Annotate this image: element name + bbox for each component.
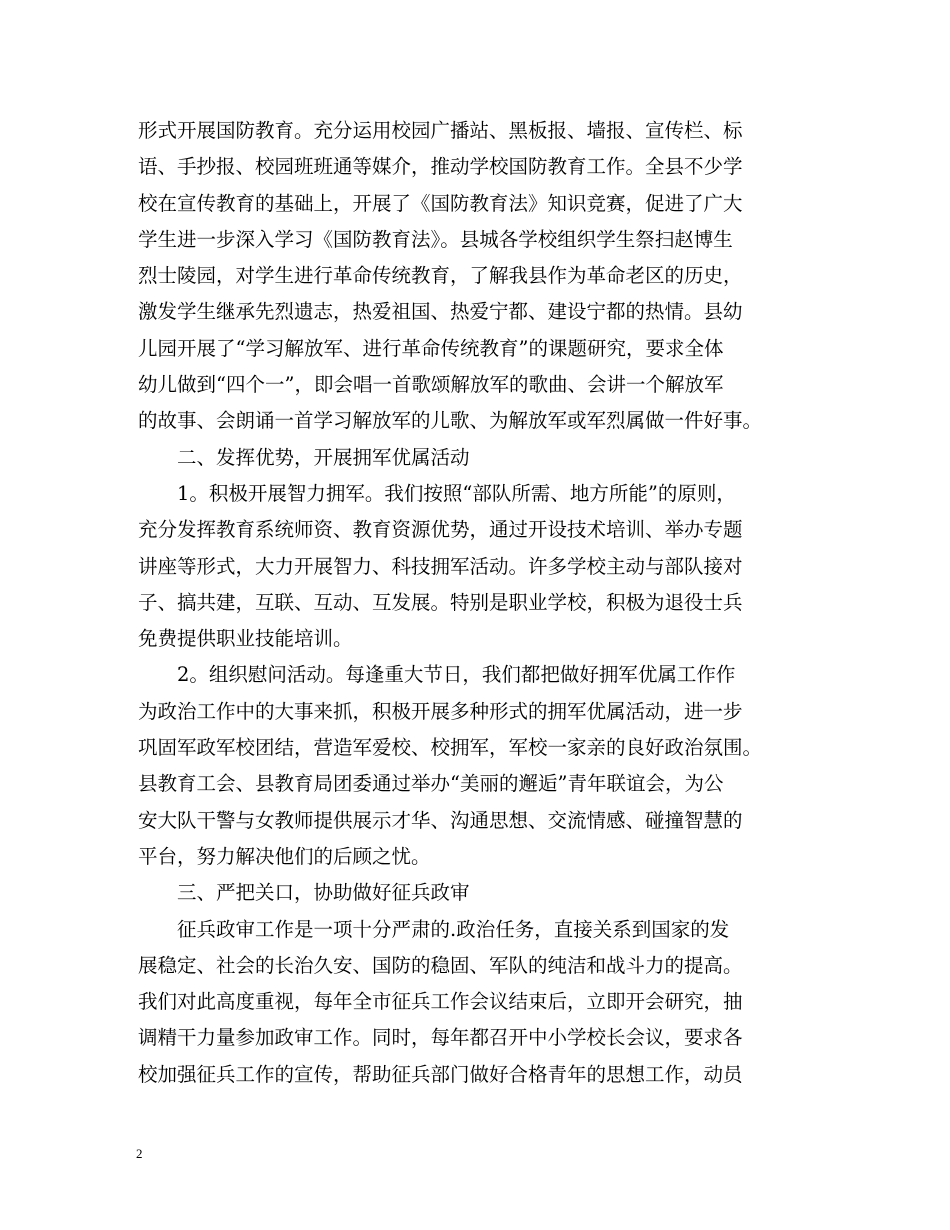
text-line: 县教育工会、县教育局团委通过举办“美丽的邂逅”青年联谊会，为公: [138, 772, 724, 796]
text-line: 子、搞共建，互联、互动、互发展。特别是职业学校，积极为退役士兵: [138, 590, 743, 614]
text-line: 为政治工作中的大事来抓，积极开展多种形式的拥军优属活动，进一步: [138, 699, 743, 723]
text-line: 1。积极开展智力拥军。我们按照“部队所需、地方所能”的原则，: [177, 481, 736, 505]
text-line: 儿园开展了“学习解放军、进行革命传统教育”的课题研究，要求全体: [138, 336, 724, 360]
text-line: 激发学生继承先烈遗志，热爱祖国、热爱宁都、建设宁都的热情。县幼: [138, 300, 743, 324]
text-line: 二、发挥优势，开展拥军优属活动: [177, 445, 470, 469]
text-line: 语、手抄报、校园班班通等媒介，推动学校国防教育工作。全县不少学: [138, 155, 743, 179]
text-line: 免费提供职业技能培训。: [138, 627, 353, 651]
text-line: 的故事、会朗诵一首学习解放军的儿歌、为解放军或军烈属做一件好事。: [138, 409, 763, 433]
text-line: 讲座等形式，大力开展智力、科技拥军活动。许多学校主动与部队接对: [138, 554, 743, 578]
text-line: 三、严把关口，协助做好征兵政审: [177, 881, 470, 905]
text-line: 学生进一步深入学习《国防教育法》。县城各学校组织学生祭扫赵博生: [138, 227, 733, 251]
document-body: [138, 113, 828, 1093]
text-line: 安大队干警与女教师提供展示才华、沟通思想、交流情感、碰撞智慧的: [138, 808, 743, 832]
text-line: 调精干力量参加政审工作。同时，每年都召开中小学校长会议，要求各: [138, 1026, 743, 1050]
text-line: 校在宣传教育的基础上，开展了《国防教育法》知识竞赛，促进了广大: [138, 191, 743, 215]
page-number: 2: [136, 1146, 143, 1161]
text-line: 我们对此高度重视，每年全市征兵工作会议结束后，立即开会研究，抽: [138, 990, 743, 1014]
text-line: 平台，努力解决他们的后顾之忧。: [138, 844, 431, 868]
text-line: 充分发挥教育系统师资、教育资源优势，通过开设技术培训、举办专题: [138, 518, 743, 542]
text-line: 巩固军政军校团结，营造军爱校、校拥军，军校一家亲的良好政治氛围。: [138, 736, 763, 760]
text-line: 校加强征兵工作的宣传，帮助征兵部门做好合格青年的思想工作，动员: [138, 1062, 743, 1086]
text-line: 展稳定、社会的长治久安、国防的稳固、军队的纯洁和战斗力的提高。: [138, 953, 743, 977]
text-line: 幼儿做到“四个一”，即会唱一首歌颂解放军的歌曲、会讲一个解放军: [138, 373, 724, 397]
text-line: 征兵政审工作是一项十分严肃的.政治任务，直接关系到国家的发: [177, 917, 730, 941]
text-line: 形式开展国防教育。充分运用校园广播站、黑板报、墙报、宣传栏、标: [138, 119, 743, 142]
text-line: 2。组织慰问活动。每逢重大节日，我们都把做好拥军优属工作作: [177, 663, 736, 687]
text-line: 烈士陵园，对学生进行革命传统教育，了解我县作为革命老区的历史，: [138, 264, 743, 288]
